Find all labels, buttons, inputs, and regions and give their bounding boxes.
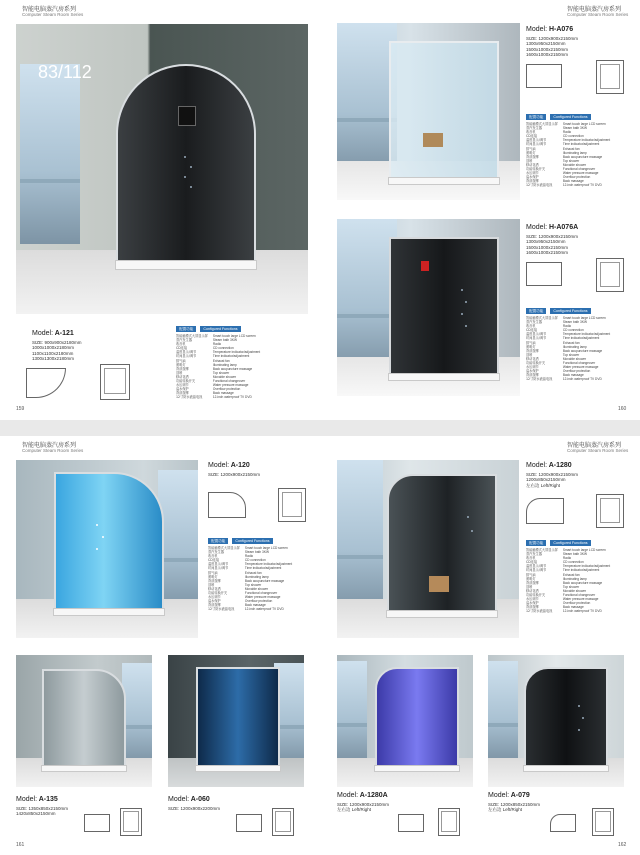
config-item: 智能触摸式大屏显示屏 [176, 334, 208, 338]
page-header-en: Computer Steam Room Series [567, 12, 629, 17]
config-item: CD连接 [526, 328, 538, 333]
config-item: 12寸防水液晶电视 [526, 183, 553, 188]
config-item: 智能触摸式大屏显示屏 [526, 316, 558, 320]
config-item: 背部按摩 [526, 580, 539, 585]
size-spec-a121: SIZE: 900x900x2180mm 1000x1000x2180mm 1100x1100x2180mm 1300x1300x2180mm [32, 340, 82, 362]
model-title-a1280a: Model: A-1280A [337, 792, 388, 799]
config-item: 时间显示/调节 [526, 336, 547, 341]
config-item: Exhaust fan [212, 358, 230, 363]
config-item: 时间显示/调节 [526, 568, 547, 573]
config-item: Top shower [562, 158, 580, 163]
size-spec-a135: SIZE: 1350x850x2150mm 1420x850x2150mm [16, 806, 69, 817]
config-item: Steam bath 3KW [244, 550, 269, 555]
config-item: 排气扇 [526, 340, 536, 345]
catalog-page-160 [320, 0, 640, 420]
size-spec-a120: SIZE: 1200x900x2150mm [208, 472, 261, 477]
catalog-page-161 [0, 436, 320, 855]
config-item: CD连接 [208, 558, 220, 563]
config-item: 12-inch waterproof TV DVD [212, 395, 252, 400]
config-item: Temperature indicator/adjustment [562, 138, 611, 143]
config-item: 时间显示/调节 [526, 142, 547, 147]
size-spec-a079: SIZE: 1200x850x2150mm 左右边 Left/Right [488, 802, 541, 813]
floor-plan-drawing [526, 64, 562, 88]
config-item: Temperature indicator/adjustment [244, 562, 293, 567]
config-item: 顶喷 [526, 158, 533, 163]
config-item: Water pressure massage [562, 365, 599, 370]
elevation-drawing [272, 808, 294, 836]
config-item: Back massage [244, 603, 266, 608]
config-item: CD连接 [526, 134, 538, 139]
config-item: 背部按摩 [526, 154, 539, 159]
config-item: Smart touch large LCD screen [244, 546, 288, 550]
config-item: CD connection [562, 560, 584, 565]
config-item: 背部按摩 [526, 348, 539, 353]
config-item: 水压调节 [526, 365, 539, 370]
config-item: 温度显示/调节 [176, 350, 197, 355]
elevation-drawing [596, 60, 624, 94]
config-tag-en: Configured Functions [200, 326, 240, 332]
config-item: Back acupuncture massage [212, 366, 253, 371]
config-item: 12-inch waterproof TV DVD [562, 609, 602, 614]
elevation-drawing [120, 808, 142, 836]
product-photo-a1280 [337, 460, 519, 638]
shower-cabin-a060 [196, 667, 280, 769]
config-item: Smart touch large LCD screen [562, 316, 606, 320]
config-item: 溢水保护 [526, 601, 539, 606]
config-item: CD connection [562, 134, 584, 139]
config-item: 背部按摩 [526, 605, 539, 610]
config-item: Movable shower [244, 586, 269, 591]
config-item: Smart touch large LCD screen [562, 548, 606, 552]
elevation-drawing [592, 808, 614, 836]
config-item: Illuminating lamp [562, 344, 587, 349]
config-item: CD连接 [176, 346, 188, 351]
config-item: 温度显示/调节 [526, 564, 547, 569]
elevation-drawing [596, 494, 624, 528]
floor-plan-drawing [398, 814, 424, 832]
floor-plan-drawing [84, 814, 110, 832]
config-item: Temperature indicator/adjustment [562, 564, 611, 569]
product-photo-a079 [488, 655, 624, 787]
config-item: 水压调节 [208, 595, 221, 600]
config-item: 移动花洒 [526, 356, 539, 361]
config-item: 顶喷 [526, 352, 533, 357]
config-item: 智能触摸式大屏显示屏 [208, 546, 240, 550]
config-item: 照明灯 [208, 574, 218, 579]
config-item: 背部按摩 [526, 373, 539, 378]
floor-plan-drawing [208, 492, 246, 518]
page-header-cn: 智能电脑蒸汽房系列 [567, 442, 622, 449]
config-item: 功能转换开关 [176, 379, 196, 384]
config-item: 移动花洒 [526, 588, 539, 593]
config-tag-cn: 配置功能 [526, 114, 546, 120]
config-item: Time indicator/adjustment [244, 566, 282, 571]
config-item: 12寸防水液晶电视 [526, 377, 553, 382]
config-item: 功能转换开关 [526, 361, 546, 366]
config-item: 功能转换开关 [526, 167, 546, 172]
config-item: 照明灯 [526, 576, 536, 581]
config-item: Back acupuncture massage [562, 580, 603, 585]
config-item: Water pressure massage [562, 597, 599, 602]
elevation-drawing [438, 808, 460, 836]
config-item: Functional changeover [562, 361, 596, 366]
config-item: Temperature indicator/adjustment [212, 350, 261, 355]
config-item: 顶喷 [208, 582, 215, 587]
config-item: Overflow protection [244, 599, 273, 604]
shower-cabin-h-a076a [389, 237, 499, 377]
config-item: 排气扇 [176, 358, 186, 363]
model-title-h-a076a: Model: H-A076A [526, 224, 579, 231]
config-item: Time indicator/adjustment [562, 568, 600, 573]
config-item: 水压调节 [526, 171, 539, 176]
config-item: 12寸防水液晶电视 [526, 609, 553, 614]
config-item: 收音机 [176, 342, 186, 347]
config-table-a121 [176, 326, 260, 400]
config-item: Temperature indicator/adjustment [562, 332, 611, 337]
config-item: 顶喷 [176, 370, 183, 375]
config-item: Steam bath 3KW [212, 338, 237, 343]
product-photo-a135 [16, 655, 152, 787]
config-item: 背部按摩 [208, 578, 221, 583]
config-item: CD连接 [526, 560, 538, 565]
floor-plan-drawing [526, 498, 564, 524]
config-item: Illuminating lamp [212, 362, 237, 367]
page-counter-badge: 83/112 [38, 62, 92, 82]
model-title-a1280: Model: A-1280 [526, 462, 572, 469]
model-title-a135: Model: A-135 [16, 796, 58, 803]
config-item: 照明灯 [176, 362, 186, 367]
model-title-h-a076: Model: H-A076 [526, 26, 574, 33]
config-item: Back massage [562, 605, 584, 610]
config-item: Exhaust fan [562, 340, 580, 345]
config-item: 顶喷 [526, 584, 533, 589]
config-item: 时间显示/调节 [176, 354, 197, 359]
page-header-cn: 智能电脑蒸汽房系列 [22, 6, 77, 13]
config-tag-en: Configured Functions [550, 114, 590, 120]
config-item: Illuminating lamp [562, 576, 587, 581]
config-item: 温度显示/调节 [208, 562, 229, 567]
config-item: Smart touch large LCD screen [212, 334, 256, 338]
config-item: Radio [562, 130, 572, 135]
shower-cabin-a1280 [387, 474, 497, 614]
config-item: Back massage [562, 179, 584, 184]
config-item: Radio [562, 324, 572, 329]
page-number: 162 [618, 842, 627, 848]
floor-plan-drawing [526, 262, 562, 286]
config-item: 12-inch waterproof TV DVD [244, 607, 284, 612]
elevation-drawing [100, 364, 130, 400]
shower-cabin-a135 [42, 669, 126, 769]
model-title-a120: Model: A-120 [208, 462, 250, 469]
config-table-h-a076 [526, 114, 610, 188]
config-item: Overflow protection [562, 175, 591, 180]
config-item: 12寸防水液晶电视 [176, 395, 203, 400]
shower-cabin-a1280a [375, 667, 459, 769]
page-header-en: Computer Steam Room Series [22, 448, 84, 453]
config-item: 收音机 [526, 556, 536, 561]
config-item: 背部按摩 [208, 603, 221, 608]
config-item: 溢水保护 [526, 369, 539, 374]
page-header-en: Computer Steam Room Series [22, 12, 84, 17]
config-item: 12寸防水液晶电视 [208, 607, 235, 612]
config-item: Top shower [244, 582, 262, 587]
product-photo-h-a076 [337, 23, 520, 200]
config-item: Functional changeover [562, 593, 596, 598]
shower-cabin-a079 [524, 667, 608, 769]
model-title-a079: Model: A-079 [488, 792, 530, 799]
config-item: 时间显示/调节 [208, 566, 229, 571]
config-item: 温度显示/调节 [526, 138, 547, 143]
config-item: Time indicator/adjustment [562, 336, 600, 341]
page-header-cn: 智能电脑蒸汽房系列 [22, 442, 77, 449]
model-title-a121: Model: A-121 [32, 330, 74, 337]
config-tag-cn: 配置功能 [176, 326, 196, 332]
config-item: Movable shower [562, 588, 587, 593]
config-item: 蒸汽发生器 [176, 338, 192, 343]
product-photo-h-a076a [337, 219, 520, 396]
config-item: 照明灯 [526, 150, 536, 155]
config-item: 12-inch waterproof TV DVD [562, 377, 602, 382]
catalog-page-162 [320, 436, 640, 855]
elevation-drawing [596, 258, 624, 292]
config-item: Movable shower [212, 374, 237, 379]
config-item: Top shower [212, 370, 230, 375]
config-tag-cn: 配置功能 [526, 308, 546, 314]
config-item: 功能转换开关 [208, 591, 228, 596]
catalog-page-159 [0, 0, 320, 420]
config-item: 蒸汽发生器 [208, 550, 224, 555]
config-item: 排气扇 [208, 570, 218, 575]
config-item: Water pressure massage [244, 595, 281, 600]
product-photo-a120 [16, 460, 198, 638]
config-item: Overflow protection [562, 369, 591, 374]
config-item: Water pressure massage [212, 383, 249, 388]
config-item: Steam bath 3KW [562, 126, 587, 131]
config-item: 水压调节 [176, 383, 189, 388]
floor-plan-drawing [550, 814, 576, 832]
model-title-a060: Model: A-060 [168, 796, 210, 803]
config-item: 蒸汽发生器 [526, 320, 542, 325]
config-item: 功能转换开关 [526, 593, 546, 598]
product-photo-a060 [168, 655, 304, 787]
config-item: Radio [212, 342, 222, 347]
page-header-en: Computer Steam Room Series [567, 448, 629, 453]
config-tag-cn: 配置功能 [208, 538, 228, 544]
config-item: 移动花洒 [526, 162, 539, 167]
size-spec-a1280a: SIZE: 1200x900x2150mm 左右边 Left/Right [337, 802, 390, 813]
config-item: 水压调节 [526, 597, 539, 602]
size-spec-a1280: SIZE: 1200x900x2150mm 1200x850x2150mm 左右边 Left/Right [526, 472, 579, 488]
config-table-h-a076a [526, 308, 610, 382]
config-item: 移动花洒 [176, 374, 189, 379]
floor-plan-drawing [236, 814, 262, 832]
config-item: Back acupuncture massage [562, 154, 603, 159]
config-tag-cn: 配置功能 [526, 540, 546, 546]
config-item: Back massage [212, 391, 234, 396]
shower-cabin-a121 [116, 64, 256, 264]
config-item: Smart touch large LCD screen [562, 122, 606, 126]
config-item: 背部按摩 [526, 179, 539, 184]
config-item: 溢水保护 [176, 387, 189, 392]
config-table-a120 [208, 538, 292, 612]
config-item: Exhaust fan [562, 572, 580, 577]
config-item: Illuminating lamp [244, 574, 269, 579]
config-item: Radio [562, 556, 572, 561]
config-item: 收音机 [208, 554, 218, 559]
config-item: 智能触摸式大屏显示屏 [526, 548, 558, 552]
config-item: Exhaust fan [562, 146, 580, 151]
config-item: Overflow protection [212, 387, 241, 392]
config-item: 排气扇 [526, 146, 536, 151]
config-item: Functional changeover [562, 167, 596, 172]
config-item: CD connection [244, 558, 266, 563]
config-item: Water pressure massage [562, 171, 599, 176]
config-item: Top shower [562, 584, 580, 589]
page-header-cn: 智能电脑蒸汽房系列 [567, 6, 622, 13]
config-item: Exhaust fan [244, 570, 262, 575]
shower-cabin-a120 [54, 472, 164, 612]
config-item: Functional changeover [212, 379, 246, 384]
config-tag-en: Configured Functions [550, 540, 590, 546]
config-item: Top shower [562, 352, 580, 357]
shower-cabin-h-a076 [389, 41, 499, 181]
page-number: 160 [618, 406, 627, 412]
config-item: Time indicator/adjustment [212, 354, 250, 359]
config-item: 蒸汽发生器 [526, 552, 542, 557]
config-item: 溢水保护 [208, 599, 221, 604]
config-item: 12-inch waterproof TV DVD [562, 183, 602, 188]
config-item: Overflow protection [562, 601, 591, 606]
config-item: 移动花洒 [208, 586, 221, 591]
config-item: 收音机 [526, 130, 536, 135]
config-table-a1280 [526, 540, 610, 614]
config-item: 背部按摩 [176, 391, 189, 396]
config-item: Movable shower [562, 356, 587, 361]
config-item: Back acupuncture massage [562, 348, 603, 353]
page-number: 159 [16, 406, 25, 412]
config-item: Back acupuncture massage [244, 578, 285, 583]
config-item: Illuminating lamp [562, 150, 587, 155]
config-item: Back massage [562, 373, 584, 378]
elevation-drawing [278, 488, 306, 522]
config-item: 照明灯 [526, 344, 536, 349]
config-item: 溢水保护 [526, 175, 539, 180]
config-item: Radio [244, 554, 254, 559]
config-item: CD connection [212, 346, 234, 351]
config-item: CD connection [562, 328, 584, 333]
config-item: Movable shower [562, 162, 587, 167]
config-item: Functional changeover [244, 591, 278, 596]
config-tag-en: Configured Functions [232, 538, 272, 544]
product-photo-a1280a [337, 655, 473, 787]
floor-plan-drawing [26, 368, 66, 398]
size-spec-h-a076: SIZE: 1200x900x2150mm 1300x950x2150mm 1500x1000x2150mm 1600x1000x2150mm [526, 36, 579, 58]
config-tag-en: Configured Functions [550, 308, 590, 314]
size-spec-a060: SIZE: 1200x900x2200mm [168, 806, 221, 811]
config-item: Time indicator/adjustment [562, 142, 600, 147]
size-spec-h-a076a: SIZE: 1200x900x2150mm 1300x950x2150mm 1500x1000x2150mm 1600x1000x2150mm [526, 234, 579, 256]
config-item: Steam bath 3KW [562, 552, 587, 557]
config-item: 蒸汽发生器 [526, 126, 542, 131]
config-item: 背部按摩 [176, 366, 189, 371]
config-item: 智能触摸式大屏显示屏 [526, 122, 558, 126]
config-item: Steam bath 3KW [562, 320, 587, 325]
page-number: 161 [16, 842, 25, 848]
config-item: 排气扇 [526, 572, 536, 577]
config-item: 收音机 [526, 324, 536, 329]
config-item: 温度显示/调节 [526, 332, 547, 337]
